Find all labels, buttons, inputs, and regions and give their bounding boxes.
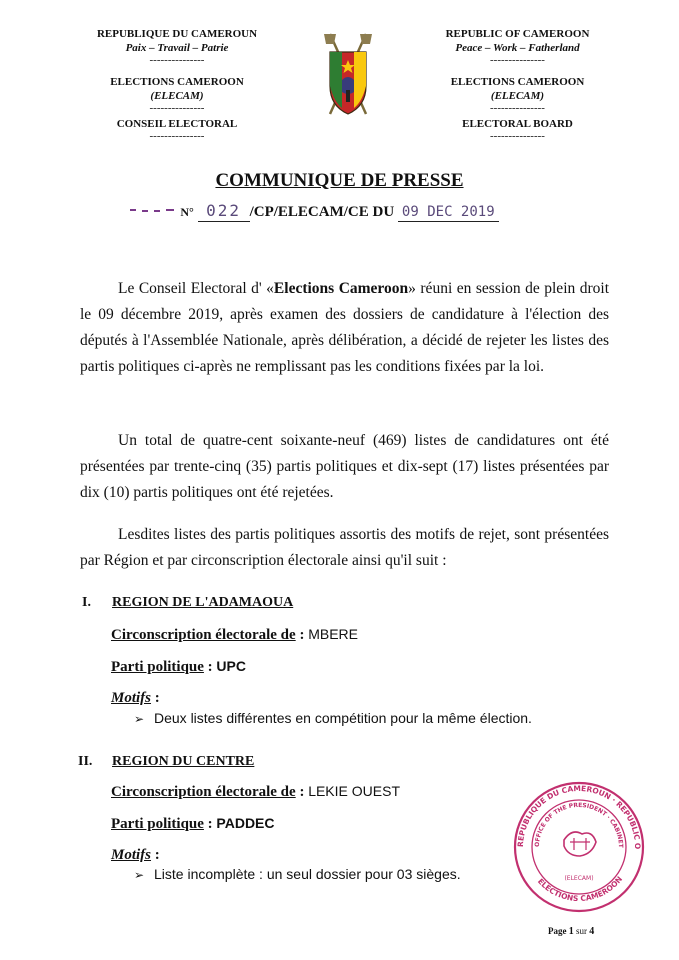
- reference-middle: /CP/ELECAM/CE DU: [249, 204, 395, 220]
- header-left-motto: Paix – Travail – Patrie: [125, 42, 229, 54]
- header-left: [92, 27, 262, 141]
- motifs-heading: [111, 846, 160, 864]
- party-value: UPC: [216, 658, 246, 674]
- paragraph-text: Le Conseil Electoral d' «: [118, 280, 274, 297]
- field-separator: :: [203, 659, 217, 675]
- coat-of-arms-icon: [316, 30, 380, 122]
- field-separator: :: [295, 784, 309, 800]
- stamp-emblem-icon: [564, 832, 596, 856]
- header-right-divider: ---------------: [490, 130, 545, 142]
- header-right-divider: ---------------: [490, 102, 545, 114]
- reference-number: 022: [206, 201, 242, 220]
- header-right-country: REPUBLIC OF CAMEROON: [445, 28, 590, 40]
- party-row: [111, 658, 246, 676]
- stamp-bottom-sub: (ELECAM): [564, 875, 594, 882]
- field-separator: :: [203, 816, 217, 832]
- reference-prefix: N°: [180, 205, 194, 219]
- official-stamp: [512, 780, 646, 914]
- arrow-bullet-icon: ➢: [134, 712, 145, 726]
- party-label: Parti politique: [111, 816, 204, 832]
- motif-text: Deux listes différentes en compétition pour la même élection.: [154, 710, 532, 726]
- reference-line: [0, 201, 679, 222]
- header-left-org: ELECTIONS CAMEROON: [110, 76, 244, 88]
- party-row: [111, 815, 275, 833]
- motifs-label: Motifs: [111, 847, 152, 863]
- header-right-org: ELECTIONS CAMEROON: [450, 76, 585, 88]
- motif-item: [134, 710, 532, 728]
- field-separator: :: [151, 690, 160, 706]
- header-left-board: CONSEIL ELECTORAL: [116, 118, 238, 130]
- constituency-value: LEKIE OUEST: [308, 783, 400, 799]
- constituency-row: [111, 626, 358, 644]
- header-right: [425, 27, 610, 141]
- section-number: II.: [78, 754, 93, 769]
- section-title: REGION DE L'ADAMAOUA: [112, 595, 294, 610]
- section-number: I.: [82, 595, 91, 610]
- constituency-label: Circonscription électorale de: [111, 627, 296, 643]
- elecam-name: Elections Cameroon: [273, 280, 409, 297]
- field-separator: :: [295, 627, 309, 643]
- header-right-org-abbr: (ELECAM): [490, 90, 545, 102]
- field-separator: :: [151, 847, 160, 863]
- paragraph-text: » réuni en session de plein droit le 09 décembre 2019, après examen des dossiers de candidature à l'élection des députés à l'Assemblée Nationale, après délibération, a décidé de rejeter les listes des partis politiques ci-après ne remplissant pas les conditions fixées par la loi.: [80, 280, 610, 375]
- page-number-label: Page: [548, 926, 567, 936]
- page-number-total: 4: [589, 926, 595, 937]
- header-left-country: REPUBLIQUE DU CAMEROUN: [96, 28, 258, 40]
- section-title: REGION DU CENTRE: [112, 754, 255, 769]
- party-label: Parti politique: [111, 659, 204, 675]
- header-left-divider: ---------------: [149, 54, 205, 66]
- page-number-sep: sur: [576, 926, 587, 936]
- constituency-label: Circonscription électorale de: [111, 784, 296, 800]
- motifs-label: Motifs: [111, 690, 152, 706]
- header-left-divider: ---------------: [149, 102, 205, 114]
- paragraph-lists: Lesdites listes des partis politiques assortis des motifs de rejet, sont présentées par Région et par circonscription électorale ainsi qu'il suit :: [80, 526, 609, 569]
- party-value: PADDEC: [216, 815, 275, 831]
- stamp-inner-text: OFFICE OF THE PRESIDENT · CABINET: [533, 801, 625, 848]
- header-left-divider: ---------------: [149, 130, 205, 142]
- paragraph-totals: Un total de quatre-cent soixante-neuf (469) listes de candidatures ont été présentées par trente-cinq (35) partis politiques et dix-sept (17) listes présentées par dix (10) partis politiques ont été rejetées.: [80, 432, 609, 501]
- header-right-board: ELECTORAL BOARD: [462, 118, 573, 130]
- motif-item: [134, 866, 461, 884]
- constituency-row: [111, 783, 400, 801]
- motifs-heading: [111, 689, 160, 707]
- arrow-bullet-icon: ➢: [134, 868, 145, 882]
- header-right-motto: Peace – Work – Fatherland: [455, 42, 580, 54]
- svg-text:REPUBLIQUE DU CAMEROUN · REPUB: [512, 780, 642, 849]
- stamp-bottom-text: ELECTIONS CAMEROON: [535, 874, 625, 904]
- constituency-value: MBERE: [308, 626, 358, 642]
- section-heading: [82, 593, 293, 611]
- document-title: COMMUNIQUE DE PRESSE: [215, 170, 464, 191]
- page-number-current: 1: [568, 926, 574, 937]
- paragraph-intro: [80, 276, 609, 380]
- header-right-divider: ---------------: [490, 54, 545, 66]
- section-heading: [78, 752, 254, 770]
- stamp-outer-text: REPUBLIQUE DU CAMEROUN · REPUBLIC O: [515, 783, 643, 850]
- header-left-org-abbr: (ELECAM): [150, 90, 204, 102]
- motif-text: Liste incomplète : un seul dossier pour 03 sièges.: [154, 866, 461, 882]
- page-number: [548, 926, 594, 937]
- reference-date: 09 DEC 2019: [401, 204, 495, 220]
